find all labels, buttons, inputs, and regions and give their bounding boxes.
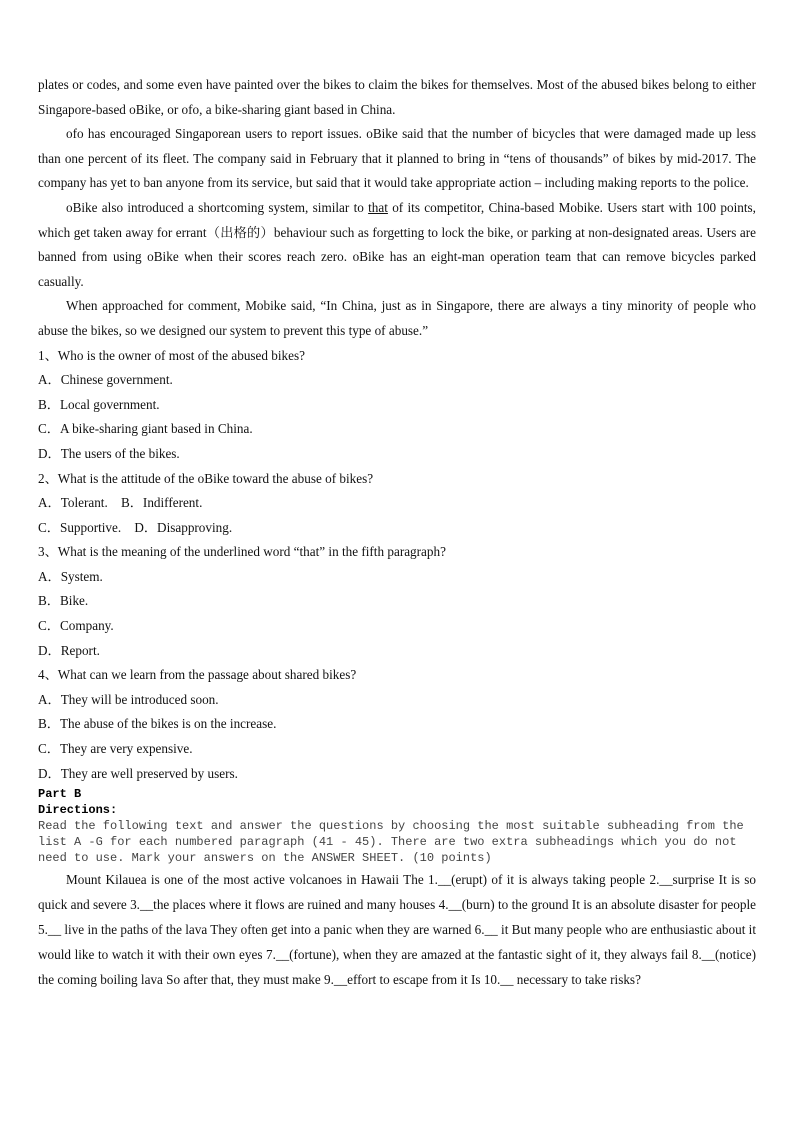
- answer-option: B．Local government.: [38, 396, 160, 412]
- answer-option: A．Chinese government.: [38, 372, 173, 388]
- answer-option: C．Supportive. D．Disapproving.: [38, 519, 233, 535]
- cloze-passage: Mount Kilauea is one of the most active volcanoes in Hawaii The 1.__(erupt) of it is always taking people 2.__surprise It is so quick and severe 3.__the places where it flows are ruined and many houses 4.__(burn) to the ground It is an absolute disaster for people 5.__ live in the paths of the lava They often get into a panic when they are warned 6.__ it But many people who are enthusiastic about it would like to watch it with their own eyes 7.__(fortune), when they are amazed at the fantastic sight of it, they always fail 8.__(notice) the coming boiling lava So after that, they must make 9.__effort to escape from it Is 10.__ necessary to take risks?: [38, 872, 756, 988]
- question-list: [38, 344, 756, 787]
- question-text: 1、Who is the owner of most of the abused bikes?: [38, 347, 305, 363]
- text: of its competitor, China-based Mobike. Users start with 100 points, which get taken away for errant（出格的）behaviour such as forgetting to lock the bike, or parking at non-designated areas. Users are banned from using oBike when their scores reach zero. oBike has an eight-man operation team that can remove bicycles parked casually.: [38, 199, 756, 289]
- answer-option: A．Tolerant. B．Indifferent.: [38, 495, 203, 511]
- directions-label: Directions:: [38, 803, 118, 818]
- answer-option: A．System.: [38, 568, 103, 584]
- passage-paragraph: ofo has encouraged Singaporean users to report issues. oBike said that the number of bicycles that were damaged made up less than one percent of its fleet. The company said in February that it planned to bring in “tens of thousands” of bikes by mid-2017. The company has yet to ban anyone from its service, but said that it would take appropriate action – including making reports to the police.: [38, 126, 756, 191]
- passage-paragraph: plates or codes, and some even have painted over the bikes to claim the bikes for themselves. Most of the abused bikes belong to either Singapore-based oBike, or ofo, a bike-sharing giant based in China.: [38, 77, 756, 117]
- question-text: 2、What is the attitude of the oBike toward the abuse of bikes?: [38, 470, 374, 486]
- underlined-word: that: [368, 199, 388, 215]
- answer-option: B．Bike.: [38, 593, 89, 609]
- answer-option: D．They are well preserved by users.: [38, 765, 238, 781]
- passage-paragraph: When approached for comment, Mobike said, “In China, just as in Singapore, there are always a tiny minority of people who abuse the bikes, so we designed our system to prevent this type of abuse.”: [38, 298, 756, 338]
- answer-option: A．They will be introduced soon.: [38, 691, 219, 707]
- text: oBike also introduced a shortcoming system, similar to: [66, 199, 369, 215]
- passage-paragraph: [38, 196, 756, 294]
- answer-option: C．Company.: [38, 618, 114, 634]
- answer-option: C．A bike-sharing giant based in China.: [38, 421, 253, 437]
- question-text: 4、What can we learn from the passage about shared bikes?: [38, 667, 357, 683]
- directions-text: Read the following text and answer the questions by choosing the most suitable subheading from the list A -G for each numbered paragraph (41 - 45). There are two extra subheadings which you do not need to use. Mark your answers on the ANSWER SHEET. (10 points): [38, 819, 744, 866]
- document-content: [38, 73, 756, 992]
- answer-option: C．They are very expensive.: [38, 741, 193, 757]
- answer-option: D．Report.: [38, 642, 100, 658]
- part-title: Part B: [38, 787, 82, 802]
- answer-option: D．The users of the bikes.: [38, 445, 180, 461]
- answer-option: B．The abuse of the bikes is on the increase.: [38, 716, 277, 732]
- question-text: 3、What is the meaning of the underlined word “that” in the fifth paragraph?: [38, 544, 446, 560]
